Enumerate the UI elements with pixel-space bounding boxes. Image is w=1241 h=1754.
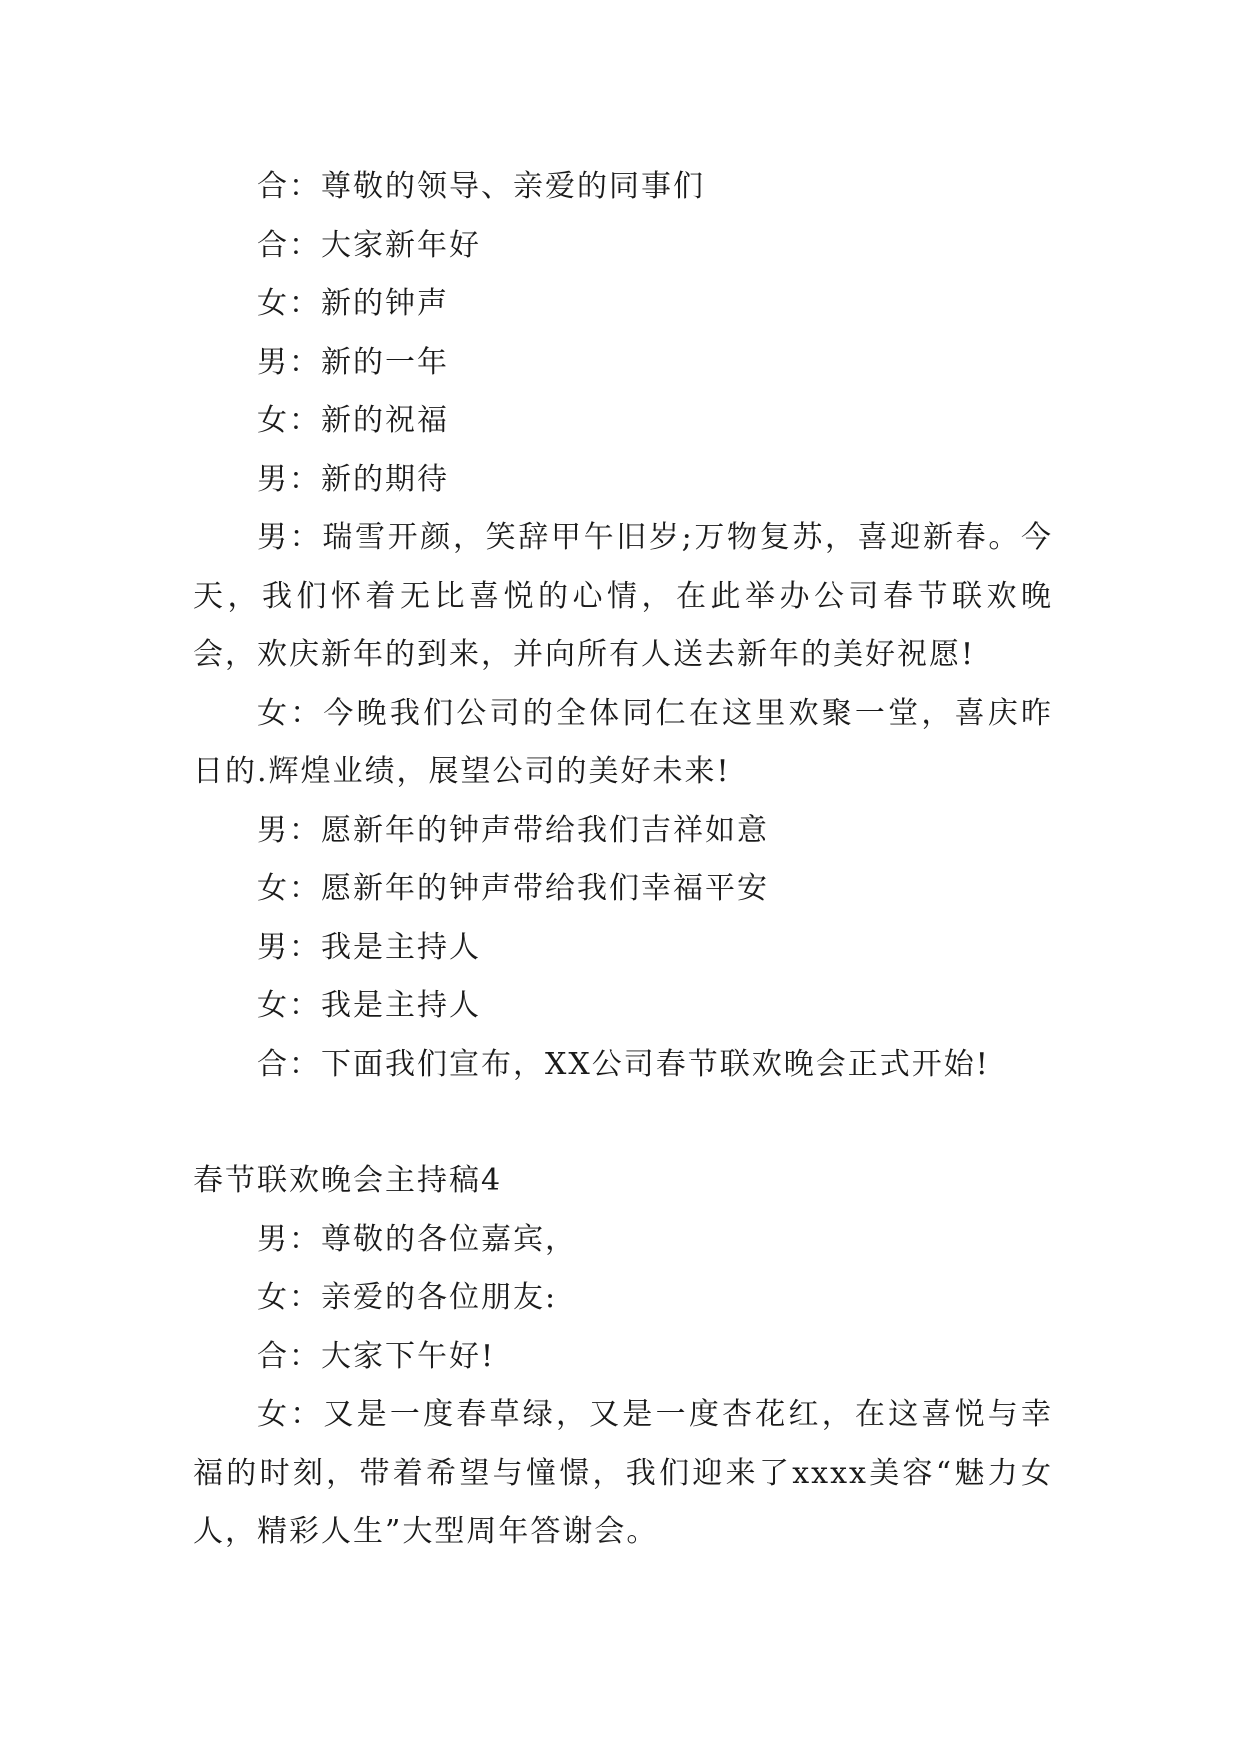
dialogue-line: 女：我是主持人 — [257, 988, 481, 1023]
dialogue-line: 合：大家新年好 — [257, 227, 481, 263]
section-heading: 春节联欢晚会主持稿4 — [193, 1163, 503, 1198]
dialogue-paragraph: 女：今晚我们公司的全体同仁在这里欢聚一堂，喜庆昨日的.辉煌业绩，展望公司的美好未来! — [193, 695, 1053, 789]
dialogue-line: 合：下面我们宣布，XX公司春节联欢晚会正式开始! — [257, 1046, 990, 1082]
section-gap — [193, 1094, 1053, 1152]
dialogue-line: 女：亲爱的各位朋友: — [257, 1280, 558, 1315]
dialogue-line: 男：尊敬的各位嘉宾， — [257, 1221, 577, 1257]
dialogue-paragraph: 女：又是一度春草绿，又是一度杏花红，在这喜悦与幸福的时刻，带着希望与憧憬，我们迎来了xxxx美容“魅力女人，精彩人生”大型周年答谢会。 — [193, 1397, 1053, 1549]
dialogue-line: 男：我是主持人 — [257, 929, 481, 965]
dialogue-line: 男：新的一年 — [257, 344, 449, 380]
dialogue-line: 合：尊敬的领导、亲爱的同事们 — [257, 169, 705, 204]
dialogue-paragraph: 男：瑞雪开颜，笑辞甲午旧岁;万物复苏，喜迎新春。今天，我们怀着无比喜悦的心情，在此举办公司春节联欢晚会，欢庆新年的到来，并向所有人送去新年的美好祝愿! — [193, 520, 1053, 672]
dialogue-line: 女：新的钟声 — [257, 286, 449, 321]
dialogue-line: 女：愿新年的钟声带给我们幸福平安 — [257, 871, 769, 906]
dialogue-line: 男：愿新年的钟声带给我们吉祥如意 — [257, 812, 769, 848]
document-body — [193, 158, 1053, 1562]
dialogue-line: 合：大家下午好! — [257, 1338, 496, 1374]
dialogue-line: 男：新的期待 — [257, 461, 449, 497]
dialogue-line: 女：新的祝福 — [257, 403, 449, 438]
